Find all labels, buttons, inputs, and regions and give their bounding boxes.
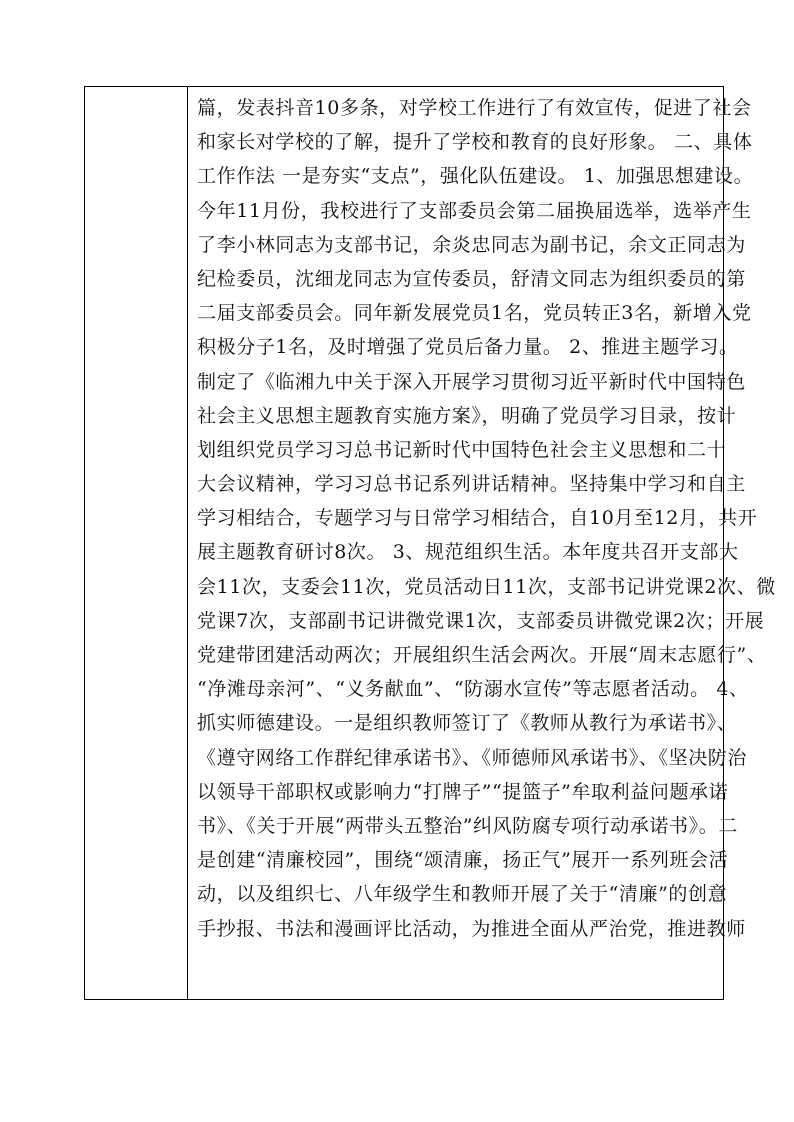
text-line: 大会议精神，学习习总书记系列讲话精神。坚持集中学习和自主 — [197, 473, 746, 496]
text-line: 社会主义思想主题教育实施方案》，明确了党员学习目录，按计 — [197, 404, 737, 427]
text-line: 手抄报、书法和漫画评比活动，为推进全面从严治党，推进教师 — [197, 917, 746, 940]
text-line: 会11次，支委会11次，党员活动日11次，支部书记讲党课2次、微 — [197, 575, 776, 598]
text-line: 党建带团建活动两次；开展组织生活会两次。开展“周末志愿行”、 — [197, 644, 767, 666]
text-line: 积极分子1名，及时增强了党员后备力量。 2、推进主题学习。 — [197, 336, 739, 359]
text-line: 《遵守网络工作群纪律承诺书》、《师德师风承诺书》、《坚决防治 — [197, 746, 748, 769]
text-line: 纪检委员，沈细龙同志为宣传委员，舒清文同志为组织委员的第 — [197, 267, 746, 290]
text-line: 工作作法 一是夯实“支点”，强化队伍建设。 1、加强思想建设。 — [197, 165, 754, 188]
text-line: 抓实师德建设。一是组织教师签订了《教师从教行为承诺书》、 — [197, 712, 737, 735]
text-line: 今年11月份，我校进行了支部委员会第二届换届选举，选举产生 — [197, 199, 752, 222]
text-line: 了李小林同志为支部书记，余炎忠同志为副书记，余文正同志为 — [197, 233, 746, 256]
text-line: 二届支部委员会。同年新发展党员1名，党员转正3名，新增入党 — [197, 302, 752, 325]
text-line: 制定了《临湘九中关于深入开展学习贯彻习近平新时代中国特色 — [197, 370, 746, 393]
text-line: 学习相结合，专题学习与日常学习相结合，自10月至12月，共开 — [197, 507, 758, 530]
text-line: 展主题教育研讨8次。 3、规范组织生活。本年度共召开支部大 — [197, 541, 739, 564]
text-line: 是创建“清廉校园”，围绕“颂清廉，扬正气”展开一系列班会活 — [197, 849, 729, 872]
text-line: 篇，发表抖音10多条，对学校工作进行了有效宣传，促进了社会 — [197, 97, 752, 119]
text-line: 以领导干部职权或影响力“打牌子”“提篮子”牟取利益问题承诺 — [197, 780, 729, 803]
text-line: “净滩母亲河”、“义务献血”、“防溺水宣传”等志愿者活动。 4、 — [197, 678, 749, 701]
table-frame — [84, 86, 776, 1000]
column-divider — [187, 87, 188, 999]
text-line: 划组织党员学习习总书记新时代中国特色社会主义思想和二十 — [197, 438, 727, 461]
text-line: 书》、《关于开展“两带头五整治”纠风防腐专项行动承诺书》。二 — [197, 814, 738, 837]
text-line: 动，以及组织七、八年级学生和教师开展了关于“清廉”的创意 — [197, 883, 728, 906]
text-line: 党课7次，支部副书记讲微党课1次，支部委员讲微党课2次；开展 — [197, 609, 765, 632]
text-line: 和家长对学校的了解，提升了学校和教育的良好形象。 二、具体 — [197, 131, 753, 154]
content-cell — [197, 91, 776, 946]
